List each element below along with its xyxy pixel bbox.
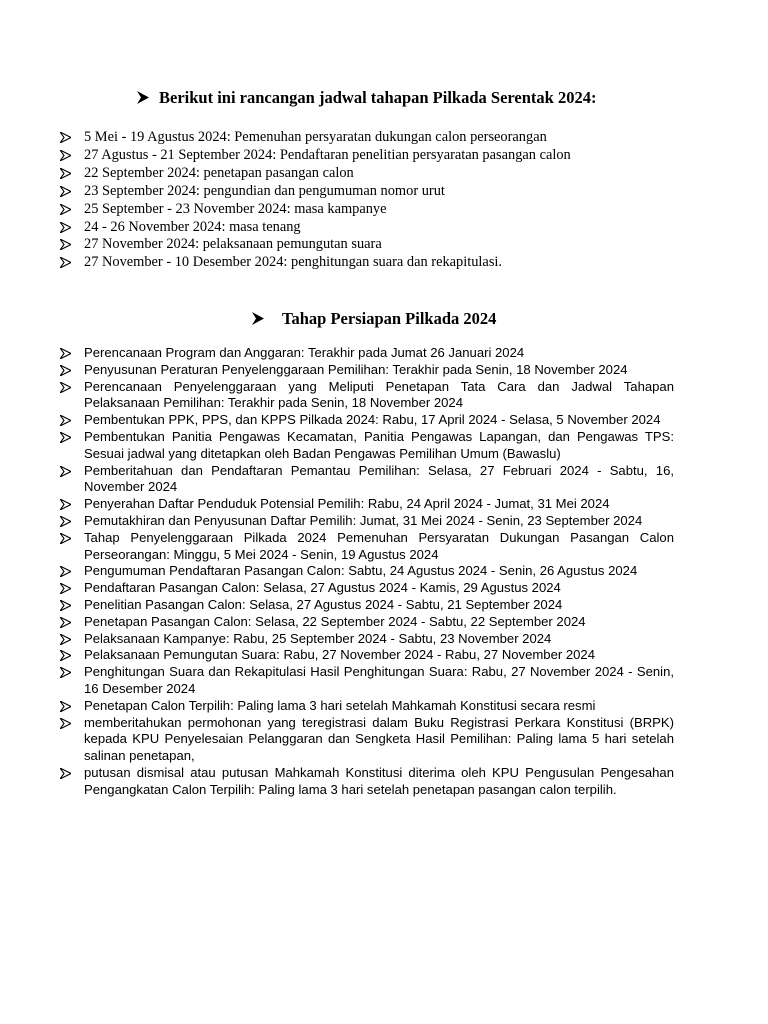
- arrowhead-icon: [137, 91, 149, 104]
- arrowhead-bullet-icon: [60, 432, 71, 443]
- list-item-text: Penelitian Pasangan Calon: Selasa, 27 Agustus 2024 - Sabtu, 21 September 2024: [84, 596, 563, 612]
- list-item-text: Pembentukan PPK, PPS, dan KPPS Pilkada 2024: Rabu, 17 April 2024 - Selasa, 5 November 2024: [84, 412, 661, 428]
- list-item-text: 22 September 2024: penetapan pasangan calon: [84, 164, 354, 181]
- arrowhead-bullet-icon: [60, 617, 71, 628]
- list-item: [60, 219, 700, 237]
- arrowhead-bullet-icon: [60, 768, 71, 779]
- list-item: [60, 765, 674, 799]
- list-item: [60, 563, 674, 580]
- arrowhead-bullet-icon: [60, 667, 71, 678]
- section-1-heading: [137, 88, 596, 108]
- list-item: [60, 183, 700, 201]
- arrowhead-bullet-icon: [60, 634, 71, 645]
- list-item-text: Penetapan Calon Terpilih: Paling lama 3 hari setelah Mahkamah Konstitusi secara resmi: [84, 697, 596, 713]
- list-item-text: 27 Agustus - 21 September 2024: Pendaftaran penelitian persyaratan pasangan calon: [84, 146, 571, 163]
- arrowhead-bullet-icon: [60, 516, 71, 527]
- arrowhead-bullet-icon: [60, 348, 71, 359]
- list-item-text: 27 November 2024: pelaksanaan pemungutan suara: [84, 236, 382, 253]
- arrowhead-bullet-icon: [60, 132, 71, 143]
- list-item-text: Pendaftaran Pasangan Calon: Selasa, 27 Agustus 2024 - Kamis, 29 Agustus 2024: [84, 580, 561, 596]
- arrowhead-bullet-icon: [60, 204, 71, 215]
- list-item: [60, 496, 674, 513]
- list-item: [60, 345, 674, 362]
- list-item-text: 27 November - 10 Desember 2024: penghitungan suara dan rekapitulasi.: [84, 254, 503, 271]
- list-item-text: Penyusunan Peraturan Penyelenggaraan Pemilihan: Terakhir pada Senin, 18 November 2024: [84, 361, 628, 377]
- list-item: [60, 165, 700, 183]
- list-item: [60, 254, 700, 272]
- arrowhead-bullet-icon: [60, 186, 71, 197]
- list-item-text: Pelaksanaan Pemungutan Suara: Rabu, 27 November 2024 - Rabu, 27 November 2024: [84, 647, 595, 663]
- list-item: [60, 715, 674, 765]
- list-item: [60, 664, 674, 698]
- arrowhead-bullet-icon: [60, 168, 71, 179]
- list-item-text: 25 September - 23 November 2024: masa kampanye: [84, 200, 387, 217]
- list-item: [60, 631, 674, 648]
- list-item-text: Perencanaan Penyelenggaraan yang Meliputi Penetapan Tata Cara dan Jadwal Tahapan Pelaksanaan Pemilihan: Terakhir pada Senin, 18 November 2024: [84, 378, 674, 411]
- list-item: [60, 530, 674, 564]
- list-item: [60, 129, 700, 147]
- arrowhead-bullet-icon: [60, 600, 71, 611]
- list-item: [60, 614, 674, 631]
- list-item-text: memberitahukan permohonan yang teregistrasi dalam Buku Registrasi Perkara Konstitusi (BRPK) kepada KPU Penyelesaian Pelanggaran dan Sengketa Hasil Pemilihan: Paling lama 5 hari setelah salinan penetapan,: [84, 714, 674, 764]
- section-2-heading-text: Tahap Persiapan Pilkada 2024: [282, 309, 497, 328]
- list-item-text: Perencanaan Program dan Anggaran: Terakhir pada Jumat 26 Januari 2024: [84, 345, 525, 360]
- list-item: [60, 513, 674, 530]
- arrowhead-bullet-icon: [60, 499, 71, 510]
- list-item-text: Pengumuman Pendaftaran Pasangan Calon: Sabtu, 24 Agustus 2024 - Senin, 26 Agustus 2024: [84, 563, 638, 579]
- arrowhead-bullet-icon: [60, 365, 71, 376]
- list-item: [60, 429, 674, 463]
- list-item-text: 23 September 2024: pengundian dan pengumuman nomor urut: [84, 182, 445, 199]
- list-item: [60, 236, 700, 254]
- arrowhead-bullet-icon: [60, 466, 71, 477]
- arrowhead-bullet-icon: [60, 257, 71, 268]
- list-item: [60, 412, 674, 429]
- list-item: [60, 201, 700, 219]
- list-item: [60, 379, 674, 413]
- arrowhead-bullet-icon: [60, 566, 71, 577]
- arrowhead-bullet-icon: [60, 533, 71, 544]
- arrowhead-bullet-icon: [60, 650, 71, 661]
- list-item-text: 5 Mei - 19 Agustus 2024: Pemenuhan persyaratan dukungan calon perseorangan: [84, 129, 547, 145]
- list-item-text: Pelaksanaan Kampanye: Rabu, 25 September 2024 - Sabtu, 23 November 2024: [84, 630, 552, 646]
- arrowhead-bullet-icon: [60, 583, 71, 594]
- list-item-text: Pemberitahuan dan Pendaftaran Pemantau Pemilihan: Selasa, 27 Februari 2024 - Sabtu, 16, November 2024: [84, 462, 674, 495]
- list-item: [60, 463, 674, 497]
- section-2-heading: [252, 309, 496, 329]
- arrowhead-bullet-icon: [60, 150, 71, 161]
- list-item-text: Penetapan Pasangan Calon: Selasa, 22 September 2024 - Sabtu, 22 September 2024: [84, 613, 586, 629]
- list-item-text: 24 - 26 November 2024: masa tenang: [84, 218, 301, 235]
- list-item: [60, 597, 674, 614]
- list-item-text: Tahap Penyelenggaraan Pilkada 2024 Pemenuhan Persyaratan Dukungan Pasangan Calon Perseorangan: Minggu, 5 Mei 2024 - Senin, 19 Agustus 2024: [84, 529, 674, 562]
- arrowhead-bullet-icon: [60, 701, 71, 712]
- list-item-text: Pemutakhiran dan Penyusunan Daftar Pemilih: Jumat, 31 Mei 2024 - Senin, 23 September 2024: [84, 512, 643, 528]
- list-item-text: Pembentukan Panitia Pengawas Kecamatan, Panitia Pengawas Lapangan, dan Pengawas TPS: Sesuai jadwal yang ditetapkan oleh Badan Pengawas Pemilihan Umum (Bawaslu): [84, 428, 674, 461]
- section-1-heading-text: Berikut ini rancangan jadwal tahapan Pilkada Serentak 2024:: [159, 88, 597, 107]
- arrowhead-bullet-icon: [60, 239, 71, 250]
- section-2-preparation-list: [60, 345, 674, 799]
- arrowhead-bullet-icon: [60, 415, 71, 426]
- list-item: [60, 580, 674, 597]
- list-item: [60, 698, 674, 715]
- section-1-schedule-list: [60, 129, 700, 272]
- arrowhead-bullet-icon: [60, 382, 71, 393]
- list-item-text: putusan dismisal atau putusan Mahkamah Konstitusi diterima oleh KPU Pengusulan Pengesahan Pengangkatan Calon Terpilih: Paling lama 3 hari setelah penetapan pasangan calon terpilih.: [84, 764, 674, 797]
- list-item-text: Penghitungan Suara dan Rekapitulasi Hasil Penghitungan Suara: Rabu, 27 November 2024 - Senin, 16 Desember 2024: [84, 664, 674, 696]
- list-item: [60, 362, 674, 379]
- list-item-text: Penyerahan Daftar Penduduk Potensial Pemilih: Rabu, 24 April 2024 - Jumat, 31 Mei 2024: [84, 496, 610, 512]
- list-item: [60, 147, 700, 165]
- arrowhead-icon: [252, 312, 264, 325]
- list-item: [60, 647, 674, 664]
- arrowhead-bullet-icon: [60, 718, 71, 729]
- arrowhead-bullet-icon: [60, 222, 71, 233]
